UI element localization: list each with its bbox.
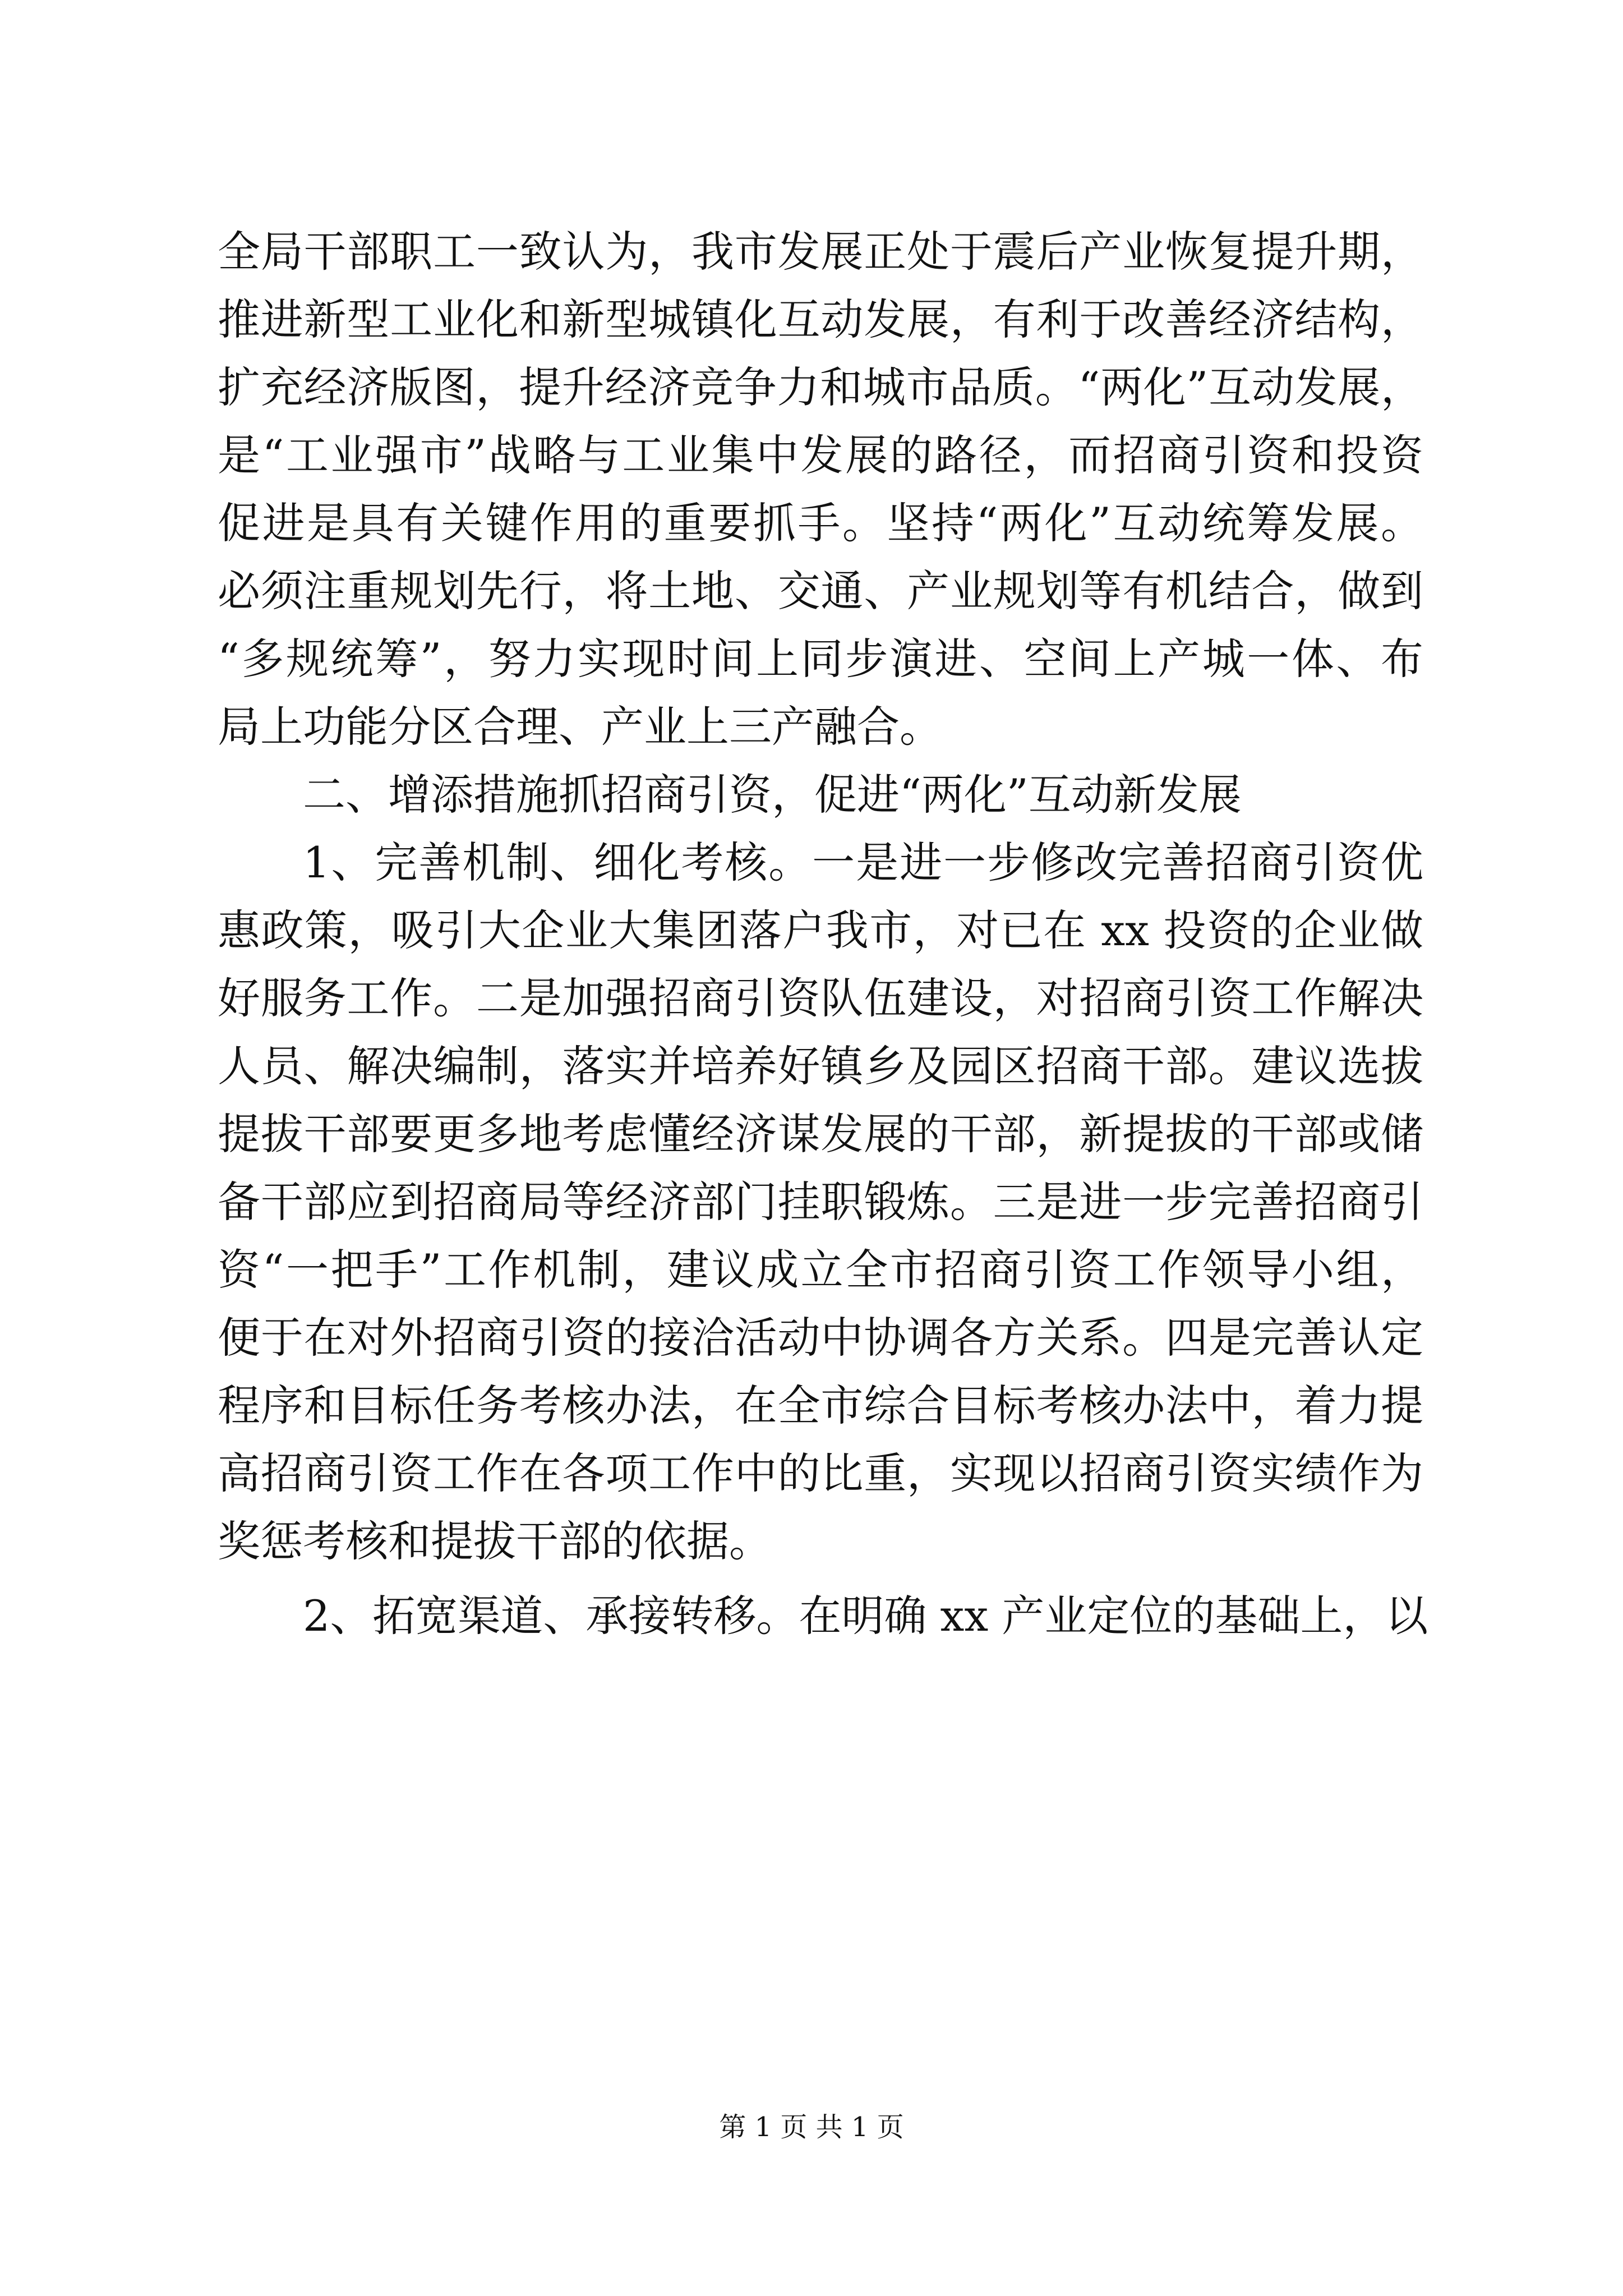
paragraph-2	[218, 829, 1423, 1575]
text-line: 高招商引资工作在各项工作中的比重，实现以招商引资实绩作为	[218, 1448, 1423, 1498]
text-line: 惠政策，吸引大企业大集团落户我市，对已在 xx 投资的企业做	[218, 905, 1423, 955]
text-line: “多规统筹”，努力实现时间上同步演进、空间上产城一体、布	[218, 634, 1423, 684]
heading-line: 二、增添措施抓招商引资，促进“两化”互动新发展	[303, 770, 1242, 820]
text-line: 奖惩考核和提拔干部的依据。	[218, 1516, 772, 1566]
document-body	[218, 218, 1428, 1650]
paragraph-3	[218, 1582, 1428, 1650]
text-line: 2、拓宽渠道、承接转移。在明确 xx 产业定位的基础上，以	[303, 1591, 1428, 1641]
paragraph-1	[218, 218, 1423, 761]
text-line: 人员、解决编制，落实并培养好镇乡及园区招商干部。建议选拔	[218, 1041, 1423, 1091]
text-line: 是“工业强市”战略与工业集中发展的路径，而招商引资和投资	[218, 430, 1423, 480]
text-line: 程序和目标任务考核办法，在全市综合目标考核办法中，着力提	[218, 1381, 1423, 1430]
text-line: 全局干部职工一致认为，我市发展正处于震后产业恢复提升期，	[218, 227, 1423, 277]
text-line: 1、完善机制、细化考核。一是进一步修改完善招商引资优	[303, 838, 1423, 887]
text-line: 局上功能分区合理、产业上三产融合。	[218, 702, 942, 752]
text-line: 扩充经济版图，提升经济竞争力和城市品质。“两化”互动发展，	[218, 362, 1423, 412]
text-line: 促进是具有关键作用的重要抓手。坚持“两化”互动统筹发展。	[218, 498, 1423, 548]
text-line: 必须注重规划先行，将土地、交通、产业规划等有机结合，做到	[218, 566, 1423, 616]
page-number-footer: 第 1 页 共 1 页	[719, 2111, 904, 2143]
text-line: 推进新型工业化和新型城镇化互动发展，有利于改善经济结构，	[218, 295, 1423, 344]
section-heading-2	[218, 761, 1423, 829]
text-line: 便于在对外招商引资的接洽活动中协调各方关系。四是完善认定	[218, 1313, 1423, 1363]
text-line: 备干部应到招商局等经济部门挂职锻炼。三是进一步完善招商引	[218, 1177, 1423, 1227]
text-line: 资“一把手”工作机制，建议成立全市招商引资工作领导小组，	[218, 1245, 1423, 1295]
text-line: 提拔干部要更多地考虑懂经济谋发展的干部，新提拔的干部或储	[218, 1109, 1423, 1159]
text-line: 好服务工作。二是加强招商引资队伍建设，对招商引资工作解决	[218, 973, 1423, 1023]
